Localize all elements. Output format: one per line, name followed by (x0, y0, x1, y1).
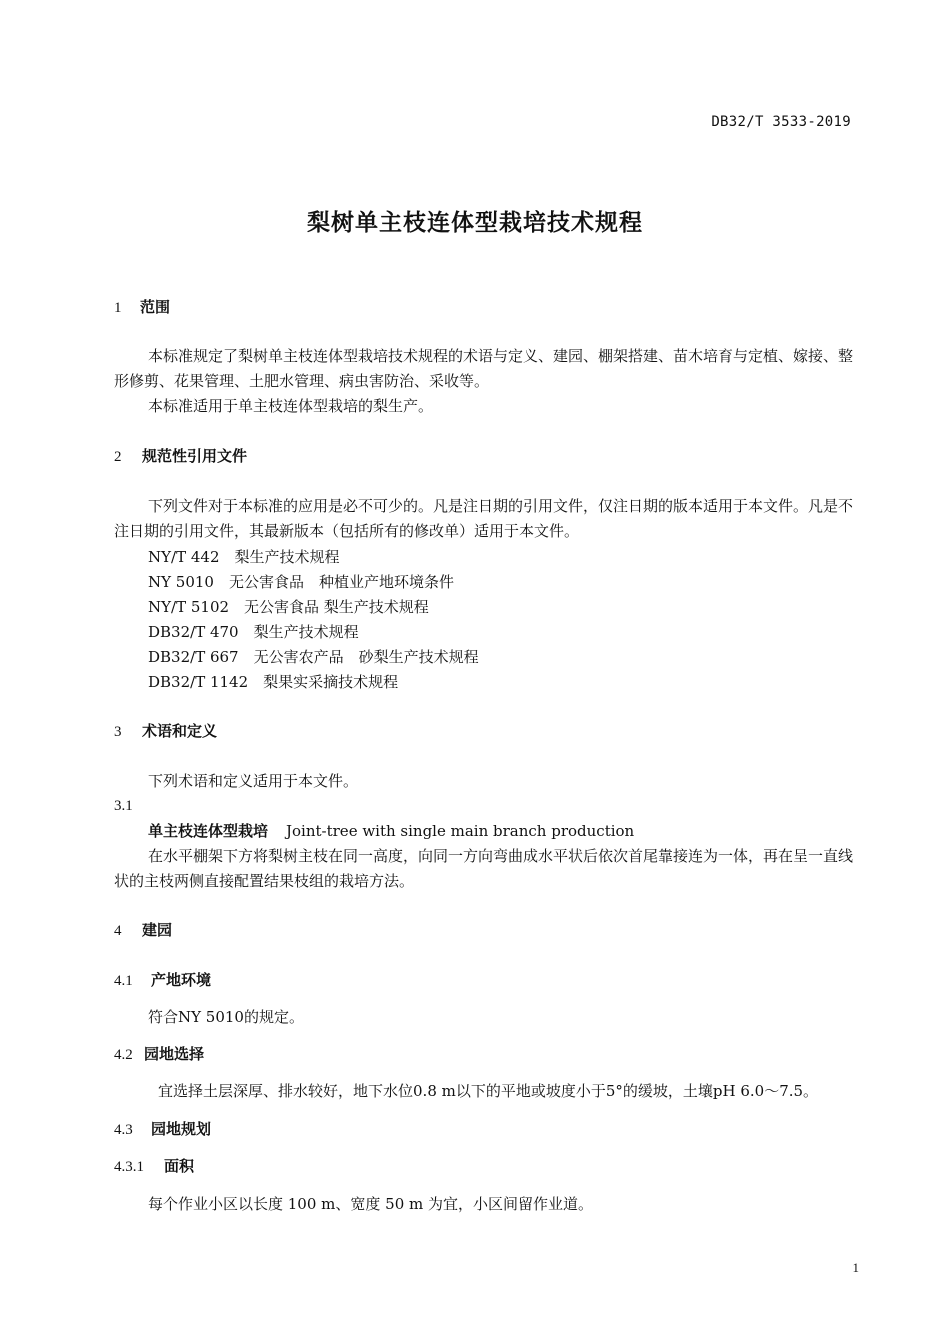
subsection-title: 面积 (164, 1157, 195, 1175)
paragraph-normative-refs: 下列文件对于本标准的应用是必不可少的。凡是注日期的引用文件，仅注日期的版本适用于本文件。凡是不注日期的引用文件，其最新版本（包括所有的修改单）适用于本文件。 (114, 497, 854, 540)
subsection-number: 4.1 (114, 973, 133, 989)
section-number: 2 (114, 449, 122, 465)
section-title: 建园 (142, 921, 173, 939)
reference-item: NY/T 442 梨生产技术规程 (148, 548, 340, 566)
term-chinese: 单主枝连体型栽培 (148, 822, 269, 840)
section-number: 1 (114, 300, 122, 316)
paragraph-applicability: 本标准适用于单主枝连体型栽培的梨生产。 (148, 397, 434, 415)
section-heading-3 (114, 720, 217, 741)
term-entry (148, 820, 634, 841)
page-number: 1 (852, 1260, 859, 1275)
subsection-number: 4.3.1 (114, 1159, 144, 1175)
subsection-number-3-1 (114, 796, 133, 815)
section-heading-1 (114, 296, 170, 317)
paragraph-production-environment: 符合NY 5010的规定。 (148, 1008, 304, 1026)
term-english: Joint-tree with single main branch production (286, 822, 635, 840)
paragraph-terms-intro: 下列术语和定义适用于本文件。 (148, 772, 359, 790)
section-number: 3 (114, 724, 122, 740)
section-number: 4 (114, 923, 122, 939)
reference-item: DB32/T 470 梨生产技术规程 (148, 623, 359, 641)
subsection-heading-4-1 (114, 969, 211, 990)
subsection-number: 3.1 (114, 798, 133, 814)
document-title: 梨树单主枝连体型栽培技术规程 (307, 210, 643, 236)
subsection-title: 产地环境 (151, 971, 212, 989)
paragraph-area: 每个作业小区以长度 100 m、宽度 50 m 为宜，小区间留作业道。 (148, 1195, 594, 1213)
subsection-title: 园地规划 (151, 1120, 212, 1138)
section-title: 规范性引用文件 (142, 447, 248, 465)
subsection-number: 4.3 (114, 1122, 133, 1138)
subsection-number: 4.2 (114, 1047, 133, 1063)
subsection-heading-4-3 (114, 1118, 211, 1139)
document-id: DB32/T 3533-2019 (711, 114, 851, 130)
reference-item: DB32/T 667 无公害农产品 砂梨生产技术规程 (148, 648, 479, 666)
section-heading-4 (114, 919, 172, 940)
reference-item: DB32/T 1142 梨果实采摘技术规程 (148, 673, 399, 691)
term-definition: 在水平棚架下方将梨树主枝在同一高度，向同一方向弯曲成水平状后依次首尾靠接连为一体，再在呈一直线状的主枝两侧直接配置结果枝组的栽培方法。 (114, 847, 854, 890)
paragraph-scope: 本标准规定了梨树单主枝连体型栽培技术规程的术语与定义、建园、棚架搭建、苗木培育与定植、嫁接、整形修剪、花果管理、土肥水管理、病虫害防治、采收等。 (114, 347, 854, 390)
subsection-heading-4-3-1 (114, 1155, 194, 1176)
subsection-heading-4-2 (114, 1043, 204, 1064)
section-title: 术语和定义 (142, 722, 218, 740)
subsection-title: 园地选择 (144, 1045, 205, 1063)
section-title: 范围 (140, 298, 171, 316)
paragraph-site-selection: 宜选择土层深厚、排水较好，地下水位0.8 m以下的平地或坡度小于5°的缓坡，土壤pH 6.0～7.5。 (158, 1082, 819, 1100)
reference-item: NY/T 5102 无公害食品 梨生产技术规程 (148, 598, 429, 616)
section-heading-2 (114, 445, 247, 466)
reference-item: NY 5010 无公害食品 种植业产地环境条件 (148, 573, 454, 591)
